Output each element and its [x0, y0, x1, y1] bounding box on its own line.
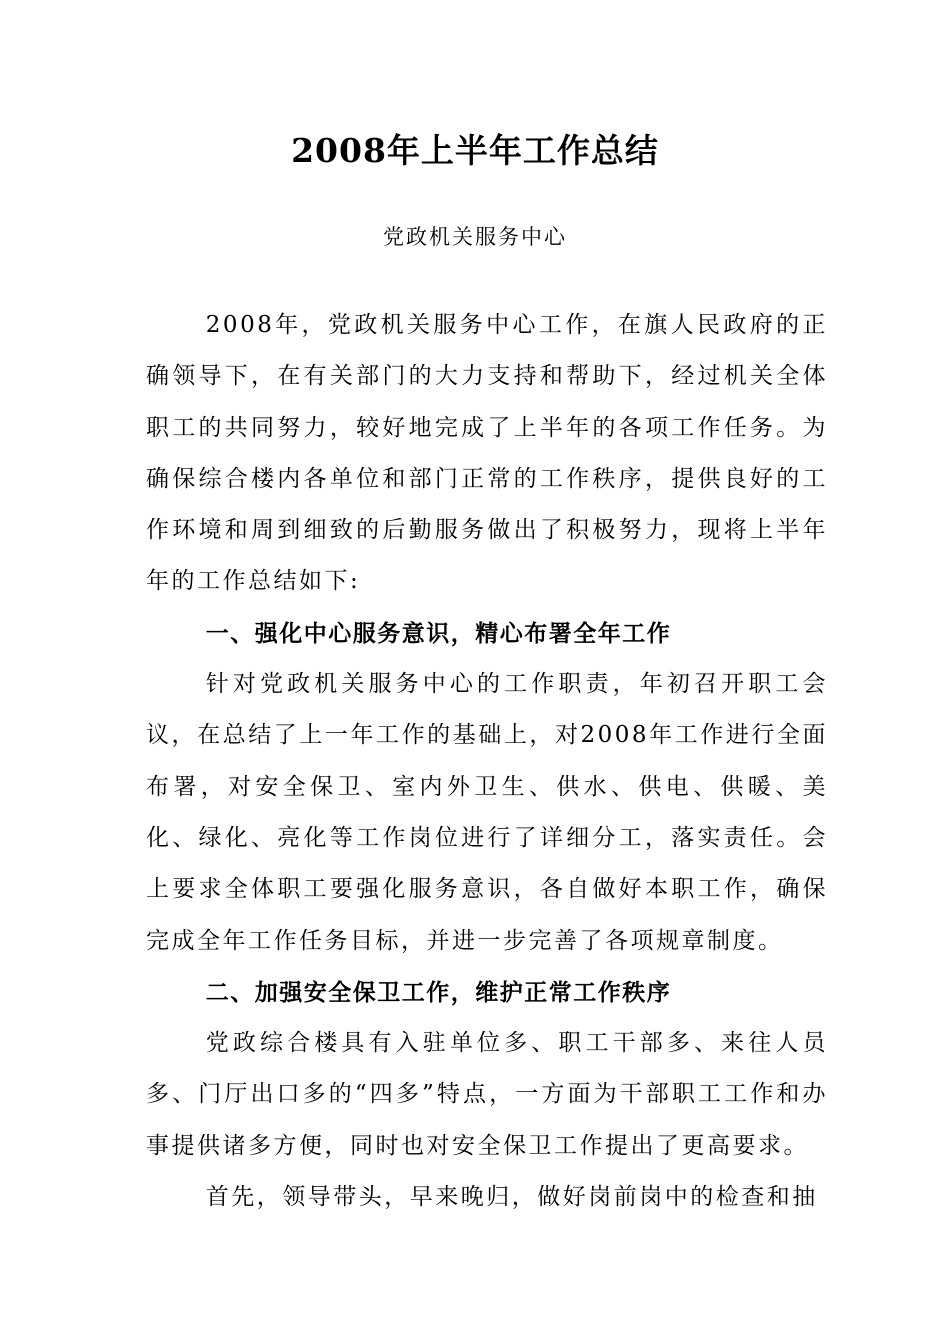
paragraph-section-2: 党政综合楼具有入驻单位多、职工干部多、来往人员多、门厅出口多的“四多”特点，一方面为干部职工工作和办事提供诸多方便，同时也对安全保卫工作提出了更高要求。 [146, 1030, 828, 1159]
document-title: 2008年上半年工作总结 [291, 131, 659, 170]
paragraph-section-2-first: 首先，领导带头，早来晚归，做好岗前岗中的检查和抽 [205, 1184, 818, 1211]
document-author: 党政机关服务中心 [383, 225, 567, 249]
document-body [146, 300, 828, 1223]
paragraph-section-1: 针对党政机关服务中心的工作职责，年初召开职工会议，在总结了上一年工作的基础上，对2008年工作进行全面布署，对安全保卫、室内外卫生、供水、供电、供暖、美化、绿化、亮化等工作岗位进行了详细分工，落实责任。会上要求全体职工要强化服务意识，各自做好本职工作，确保完成全年工作任务目标，并进一步完善了各项规章制度。 [146, 671, 828, 954]
section-heading-2: 二、加强安全保卫工作，维护正常工作秩序 [205, 978, 672, 1006]
paragraph-intro: 2008年，党政机关服务中心工作，在旗人民政府的正确领导下，在有关部门的大力支持和帮助下，经过机关全体职工的共同努力，较好地完成了上半年的各项工作任务。为确保综合楼内各单位和部门正常的工作秩序，提供良好的工作环境和周到细致的后勤服务做出了积极努力，现将上半年年的工作总结如下: [146, 312, 828, 595]
section-heading-1: 一、强化中心服务意识，精心布署全年工作 [205, 619, 672, 647]
